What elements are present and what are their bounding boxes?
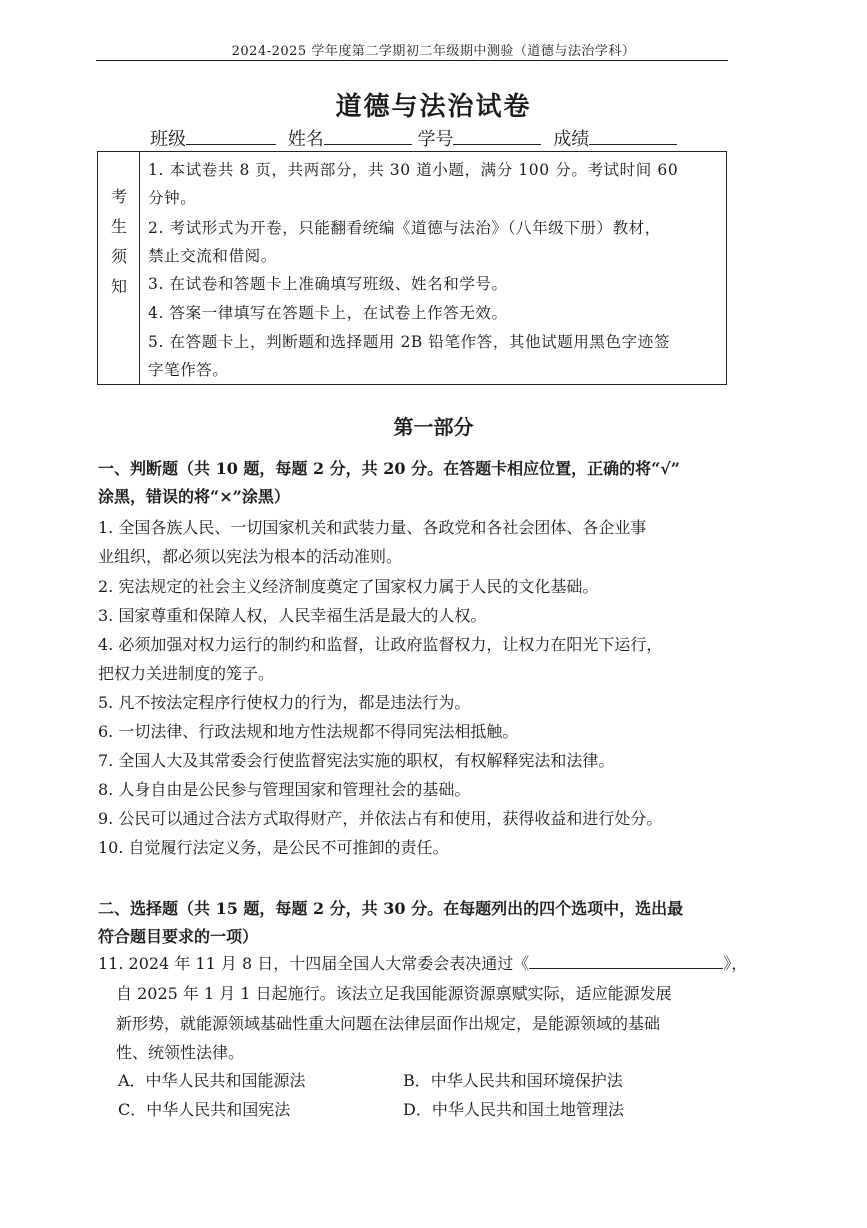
notice-label-char: 生 bbox=[110, 217, 127, 236]
notice-line: 3. 在试卷和答题卡上准确填写班级、姓名和学号。 bbox=[148, 275, 508, 293]
option-c: C．中华人民共和国宪法 bbox=[118, 1100, 291, 1119]
notice-line: 4. 答案一律填写在答题卡上，在试卷上作答无效。 bbox=[148, 304, 508, 322]
notice-line: 分钟。 bbox=[148, 189, 197, 207]
id-blank bbox=[453, 128, 541, 145]
exam-notice-box bbox=[97, 151, 727, 385]
option-d: D．中华人民共和国土地管理法 bbox=[403, 1100, 624, 1119]
id-label: 学号 bbox=[417, 129, 454, 150]
judge-item: 2. 宪法规定的社会主义经济制度奠定了国家权力属于人民的文化基础。 bbox=[98, 577, 599, 596]
judge-item: 9. 公民可以通过合法方式取得财产，并依法占有和使用，获得收益和进行处分。 bbox=[98, 809, 663, 828]
judge-item: 业组织，都必须以宪法为根本的活动准则。 bbox=[98, 547, 403, 566]
question-11-lead-text: 11. 2024 年 11 月 8 日，十四届全国人大常委会表决通过《 bbox=[98, 954, 530, 973]
score-label: 成绩 bbox=[553, 129, 590, 150]
option-a: A．中华人民共和国能源法 bbox=[118, 1071, 306, 1090]
question-11-body: 性、统领性法律。 bbox=[116, 1043, 245, 1062]
judge-item: 10. 自觉履行法定义务，是公民不可推卸的责任。 bbox=[98, 838, 449, 857]
judge-item: 1. 全国各族人民、一切国家机关和武装力量、各政党和各社会团体、各企业事 bbox=[98, 518, 647, 537]
option-b: B．中华人民共和国环境保护法 bbox=[403, 1071, 623, 1090]
question-11-body: 新形势，就能源领域基础性重大问题在法律层面作出规定，是能源领域的基础 bbox=[116, 1014, 661, 1033]
judge-item: 把权力关进制度的笼子。 bbox=[98, 664, 275, 683]
judge-item: 5. 凡不按法定程序行使权力的行为，都是违法行为。 bbox=[98, 693, 471, 712]
section1-heading: 涂黑，错误的将“×”涂黑） bbox=[98, 487, 290, 506]
notice-line: 禁止交流和借阅。 bbox=[148, 247, 277, 265]
notice-label-char: 考 bbox=[110, 187, 127, 206]
class-label: 班级 bbox=[150, 129, 186, 150]
notice-line: 5. 在答题卡上，判断题和选择题用 2B 铅笔作答，其他试题用黑色字迹签 bbox=[148, 333, 670, 351]
notice-label-column bbox=[98, 152, 140, 384]
notice-line: 2. 考试形式为开卷，只能翻看统编《道德与法治》（八年级下册）教材， bbox=[148, 219, 661, 237]
name-label: 姓名 bbox=[287, 129, 324, 150]
judge-item: 6. 一切法律、行政法规和地方性法规都不得同宪法相抵触。 bbox=[98, 722, 519, 741]
question-11-lead bbox=[98, 951, 747, 974]
notice-label-char: 知 bbox=[110, 277, 127, 296]
page-header: 2024-2025 学年度第二学期初二年级期中测验（道德与法治学科） bbox=[231, 44, 636, 59]
question-11-lead-close: 》， bbox=[723, 954, 748, 973]
judge-item: 7. 全国人大及其常委会行使监督宪法实施的职权，有权解释宪法和法律。 bbox=[98, 751, 615, 770]
section1-heading: 一、判断题（共 10 题，每题 2 分，共 20 分。在答题卡相应位置，正确的将“√” bbox=[98, 459, 681, 478]
section2-heading: 符合题目要求的一项） bbox=[98, 927, 259, 946]
judge-item: 4. 必须加强对权力运行的制约和监督，让政府监督权力，让权力在阳光下运行， bbox=[98, 635, 663, 654]
class-blank bbox=[186, 128, 276, 145]
section2-heading: 二、选择题（共 15 题，每题 2 分，共 30 分。在每题列出的四个选项中，选出最 bbox=[98, 899, 684, 918]
notice-label-char: 须 bbox=[110, 247, 127, 266]
question-11-blank bbox=[529, 954, 723, 969]
student-info-row bbox=[150, 125, 677, 151]
notice-line: 字笔作答。 bbox=[148, 361, 229, 379]
judge-item: 3. 国家尊重和保障人权，人民幸福生活是最大的人权。 bbox=[98, 606, 487, 625]
part-one-title: 第一部分 bbox=[393, 415, 474, 439]
score-blank bbox=[589, 128, 677, 145]
page-title: 道德与法治试卷 bbox=[335, 92, 532, 122]
name-blank bbox=[324, 128, 412, 145]
question-11-body: 自 2025 年 1 月 1 日起施行。该法立足我国能源资源禀赋实际，适应能源发展 bbox=[116, 984, 672, 1003]
judge-item: 8. 人身自由是公民参与管理国家和管理社会的基础。 bbox=[98, 780, 471, 799]
notice-line: 1. 本试卷共 8 页，共两部分，共 30 道小题，满分 100 分。考试时间 60 bbox=[148, 161, 679, 179]
header-rule bbox=[96, 60, 728, 61]
